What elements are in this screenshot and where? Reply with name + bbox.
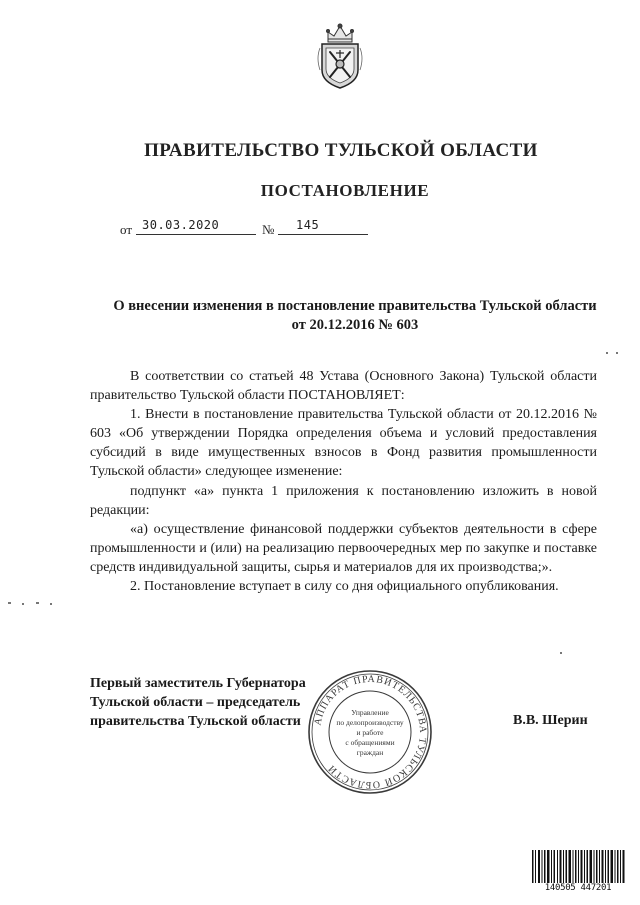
government-name: ПРАВИТЕЛЬСТВО ТУЛЬСКОЙ ОБЛАСТИ <box>144 140 538 161</box>
document-subject: О внесении изменения в постановление правительства Тульской области от 20.12.2016 № 603 <box>113 298 597 333</box>
number-label: № <box>262 222 275 237</box>
scan-speck <box>606 352 608 354</box>
signatory-position-line: Тульской области – председатель <box>90 695 301 710</box>
stamp-inner-line: Управление <box>351 708 389 717</box>
signatory-name: В.В. Шерин <box>513 713 588 728</box>
scan-speck <box>8 602 11 604</box>
document-type-title: ПОСТАНОВЛЕНИЕ <box>260 181 430 200</box>
tula-coat-of-arms-icon <box>314 22 366 90</box>
stamp-inner-line: с обращениями <box>345 738 395 747</box>
date-from-label: от <box>120 222 133 237</box>
body-paragraph: 2. Постановление вступает в силу со дня официального опубликования. <box>130 579 559 595</box>
number-underline <box>278 234 368 235</box>
scan-speck <box>50 603 52 605</box>
document-number: 145 <box>296 218 320 232</box>
barcode-number: 140505 447201 <box>530 883 626 893</box>
body-paragraph: подпункт «а» пункта 1 приложения к постановлению изложить в новой редакции: <box>90 483 597 518</box>
document-body <box>90 367 597 596</box>
stamp-inner-line: по делопроизводству <box>336 718 404 727</box>
body-paragraph: «а) осуществление финансовой поддержки субъектов деятельности в сфере промышленности и (или) на реализацию первоочередных мер по закупке и поставке средств индивидуальной защиты, сырья и материалов для их производства;». <box>90 521 597 575</box>
document-date: 30.03.2020 <box>142 218 220 232</box>
signatory-position-line: правительства Тульской области <box>90 714 301 729</box>
body-paragraph: В соответствии со статьей 48 Устава (Основного Закона) Тульской области правительство Тульской области ПОСТАНОВЛЯЕТ: <box>90 369 597 404</box>
dateline <box>120 218 380 240</box>
scan-speck <box>560 652 562 654</box>
stamp-inner-line: граждан <box>356 748 384 757</box>
signatory-position-line: Первый заместитель Губернатора <box>90 676 306 691</box>
scan-speck <box>22 603 24 605</box>
scan-speck <box>36 602 39 604</box>
round-stamp-icon <box>305 667 435 797</box>
stamp-inner-line: и работе <box>356 728 384 737</box>
date-underline <box>136 234 256 235</box>
stamp-ring-text: АППАРАТ ПРАВИТЕЛЬСТВА ТУЛЬСКОЙ ОБЛАСТИ <box>312 673 429 791</box>
scan-speck <box>616 352 618 354</box>
body-paragraph: 1. Внести в постановление правительства Тульской области от 20.12.2016 № 603 «Об утверждении Порядка определения объема и условий предоставления субсидий в виде имущественных взносов в Фонд развития промышленности Тульской области» следующее изменение: <box>90 407 597 480</box>
